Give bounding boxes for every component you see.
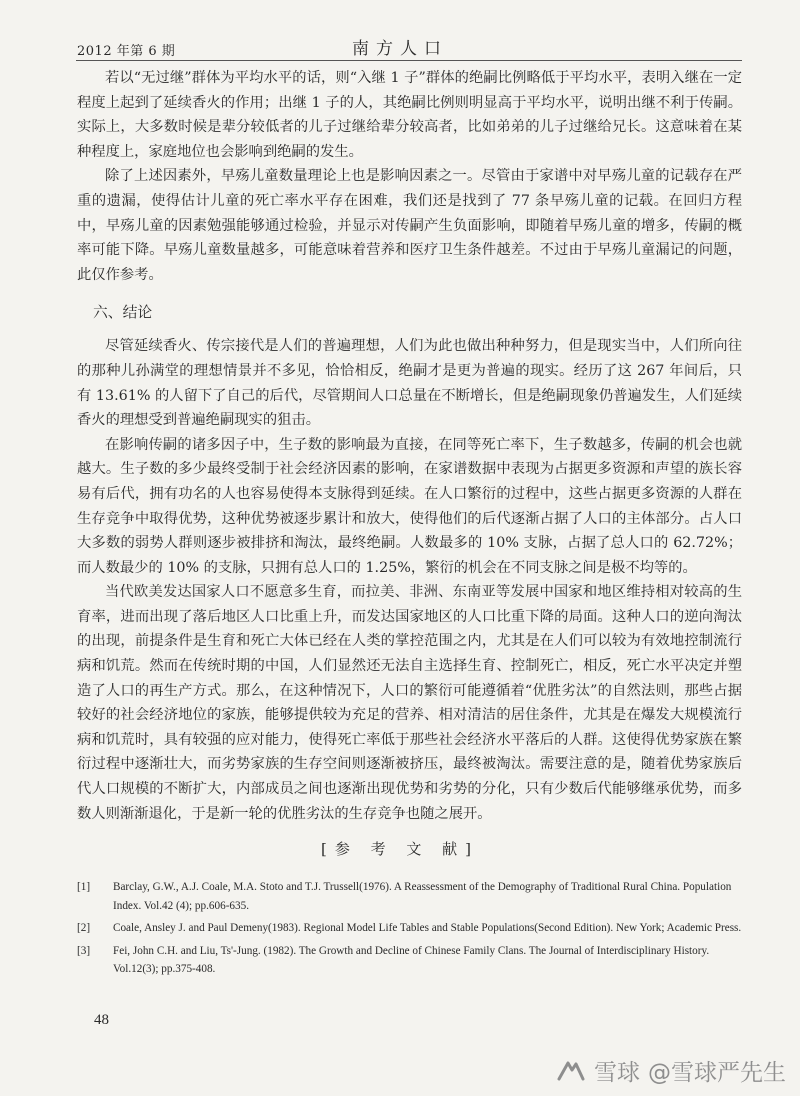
reference-number: [2] — [77, 922, 91, 934]
reference-item — [77, 878, 747, 915]
snowball-logo-icon — [556, 1058, 586, 1084]
reference-list — [77, 878, 747, 983]
page-number: 48 — [94, 1012, 109, 1028]
reference-number: [1] — [77, 881, 91, 893]
issue-label: 2012 年第 6 期 — [77, 44, 176, 59]
watermark — [556, 1054, 786, 1087]
watermark-brand: 雪球 — [594, 1060, 640, 1086]
body-paragraph: 尽管延续香火、传宗接代是人们的普遍理想，人们为此也做出种种努力，但是现实当中，人们所向往的那种儿孙满堂的理想情景并不多见，恰恰相反，绝嗣才是更为普遍的现实。经历了这 267 年间后，只有 13.61% 的人留下了自己的后代，尽管期间人口总量在不断增长，但是绝嗣现象仍普遍发生，人们延续香火的理想受到普遍绝嗣现实的狙击。 — [77, 338, 742, 429]
header-divider — [76, 60, 742, 61]
reference-item — [77, 919, 747, 938]
section-heading: 六、结论 — [93, 304, 153, 322]
reference-text: Coale, Ansley J. and Paul Demeny(1983). Regional Model Life Tables and Stable Populations(Second Edition). New York; Academic Press. — [113, 922, 742, 934]
reference-text: Fei, John C.H. and Liu, Ts'-Jung. (1982). The Growth and Decline of Chinese Family Clans. The Journal of Interdisciplinary History. Vol.12(3); pp.375-408. — [113, 944, 710, 975]
article-body — [77, 66, 742, 826]
body-paragraph: 除了上述因素外，早殇儿童数量理论上也是影响因素之一。尽管由于家谱中对早殇儿童的记载存在严重的遗漏，使得估计儿童的死亡率水平存在困难，我们还是找到了 77 条早殇儿童的记载。在回归方程中，早殇儿童的因素勉强能够通过检验，并显示对传嗣产生负面影响，即随着早殇儿童的增多，传嗣的概率可能下降。早殇儿童数量越多，可能意味着营养和医疗卫生条件越差。不过由于早殇儿童漏记的问题，此仅作参考。 — [77, 168, 742, 283]
reference-item — [77, 942, 747, 979]
reference-text: Barclay, G.W., A.J. Coale, M.A. Stoto and T.J. Trussell(1976). A Reassessment of the Demography of Traditional Rural China. Population Index. Vol.42 (4); pp.606-635. — [113, 881, 732, 912]
watermark-handle: @雪球严先生 — [648, 1060, 786, 1086]
journal-title: 南方人口 — [352, 39, 448, 59]
body-paragraph: 当代欧美发达国家人口不愿意多生育，而拉美、非洲、东南亚等发展中国家和地区维持相对较高的生育率，进而出现了落后地区人口比重上升，而发达国家地区的人口比重下降的局面。这种人口的逆向淘汰的出现，前提条件是生育和死亡大体已经在人类的掌控范围之内，尤其是在人们可以较为有效地控制流行病和饥荒。然而在传统时期的中国，人们显然还无法自主选择生育、控制死亡，相反，死亡水平决定并塑造了人口的再生产方式。那么，在这种情况下，人口的繁衍可能遵循着“优胜劣汰”的自然法则，那些占据较好的社会经济地位的家族，能够提供较为充足的营养、相对清洁的居住条件，尤其是在爆发大规模流行病和饥荒时，具有较强的应对能力，使得死亡率低于那些社会经济水平落后的人群。这使得优势家族在繁衍过程中逐渐壮大，而劣势家族的生存空间则逐渐被挤压，最终被淘汰。需要注意的是，随着优势家族后代人口规模的不断扩大，内部成员之间也逐渐出现优势和劣势的分化，只有少数后代能够继承优势，而多数人则渐渐退化，于是新一轮的优胜劣汰的生存竞争也随之展开。 — [77, 584, 742, 822]
body-paragraph: 在影响传嗣的诸多因子中，生子数的影响最为直接，在同等死亡率下，生子数越多，传嗣的机会也就越大。生子数的多少最终受制于社会经济因素的影响，在家谱数据中表现为占据更多资源和声望的族长容易有后代，拥有功名的人也容易使得本支脉得到延续。在人口繁衍的过程中，这些占据更多资源的人群在生存竞争中取得优势，这种优势被逐步累计和放大，使得他们的后代逐渐占据了人口的主体部分。占人口大多数的弱势人群则逐步被排挤和淘汰，最终绝嗣。人数最多的 10% 支脉，占据了总人口的 62.72%；而人数最少的 10% 的支脉，只拥有总人口的 1.25%，繁衍的机会在不同支脉之间是极不均等的。 — [77, 436, 742, 576]
body-paragraph: 若以“无过继”群体为平均水平的话，则“入继 1 子”群体的绝嗣比例略低于平均水平，表明入继在一定程度上起到了延续香火的作用；出继 1 子的人，其绝嗣比例则明显高于平均水平，说明出继不利于传嗣。实际上，大多数时候是辈分较低者的儿子过继给辈分较高者，比如弟弟的儿子过继给兄长。这意味着在某种程度上，家庭地位也会影响到绝嗣的发生。 — [77, 70, 742, 160]
reference-number: [3] — [77, 944, 91, 957]
references-title: [参 考 文 献] — [320, 840, 479, 858]
